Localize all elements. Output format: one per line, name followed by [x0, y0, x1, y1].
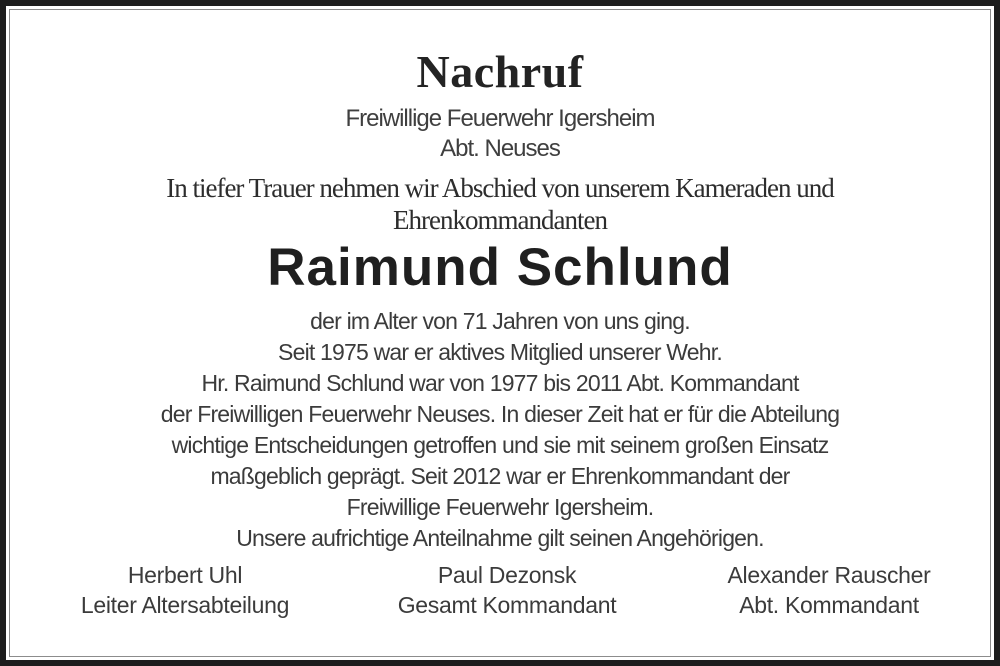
signatory-name: Paul Dezonsk	[437, 562, 577, 588]
body-line: Unsere aufrichtige Anteilnahme gilt seinen Angehörigen.	[236, 525, 764, 551]
intro-line-2: Ehrenkommandanten	[393, 205, 607, 235]
signatory	[24, 560, 346, 620]
notice-title: Nachruf	[416, 46, 584, 97]
signatory	[668, 560, 990, 620]
deceased-name: Raimund Schlund	[267, 238, 733, 297]
signatory-name: Herbert Uhl	[127, 562, 243, 588]
notice-content	[10, 10, 990, 656]
intro-block	[10, 172, 990, 236]
signatories-row	[10, 560, 990, 620]
body-line: maßgeblich geprägt. Seit 2012 war er Ehrenkommandant der	[210, 463, 790, 489]
intro-line-1: In tiefer Trauer nehmen wir Abschied von unserem Kameraden und	[166, 173, 834, 203]
signatory	[346, 560, 668, 620]
body-line: Seit 1975 war er aktives Mitglied unserer Wehr.	[278, 339, 722, 365]
body-line: der Freiwilligen Feuerwehr Neuses. In dieser Zeit hat er für die Abteilung	[160, 401, 840, 427]
organization-name: Freiwillige Feuerwehr Igersheim	[345, 105, 655, 132]
obituary-body	[10, 306, 990, 554]
body-line: Hr. Raimund Schlund war von 1977 bis 2011 Abt. Kommandant	[201, 370, 799, 396]
body-line: der im Alter von 71 Jahren von uns ging.	[310, 308, 690, 334]
body-line: Freiwillige Feuerwehr Igersheim.	[346, 494, 654, 520]
signatory-role: Leiter Altersabteilung	[80, 592, 290, 618]
signatory-role: Gesamt Kommandant	[397, 592, 617, 618]
organization-department: Abt. Neuses	[440, 135, 560, 162]
signatory-name: Alexander Rauscher	[727, 562, 931, 588]
signatory-role: Abt. Kommandant	[739, 592, 919, 618]
body-line: wichtige Entscheidungen getroffen und sie mit seinem großen Einsatz	[171, 432, 829, 458]
organization-block	[10, 104, 990, 164]
